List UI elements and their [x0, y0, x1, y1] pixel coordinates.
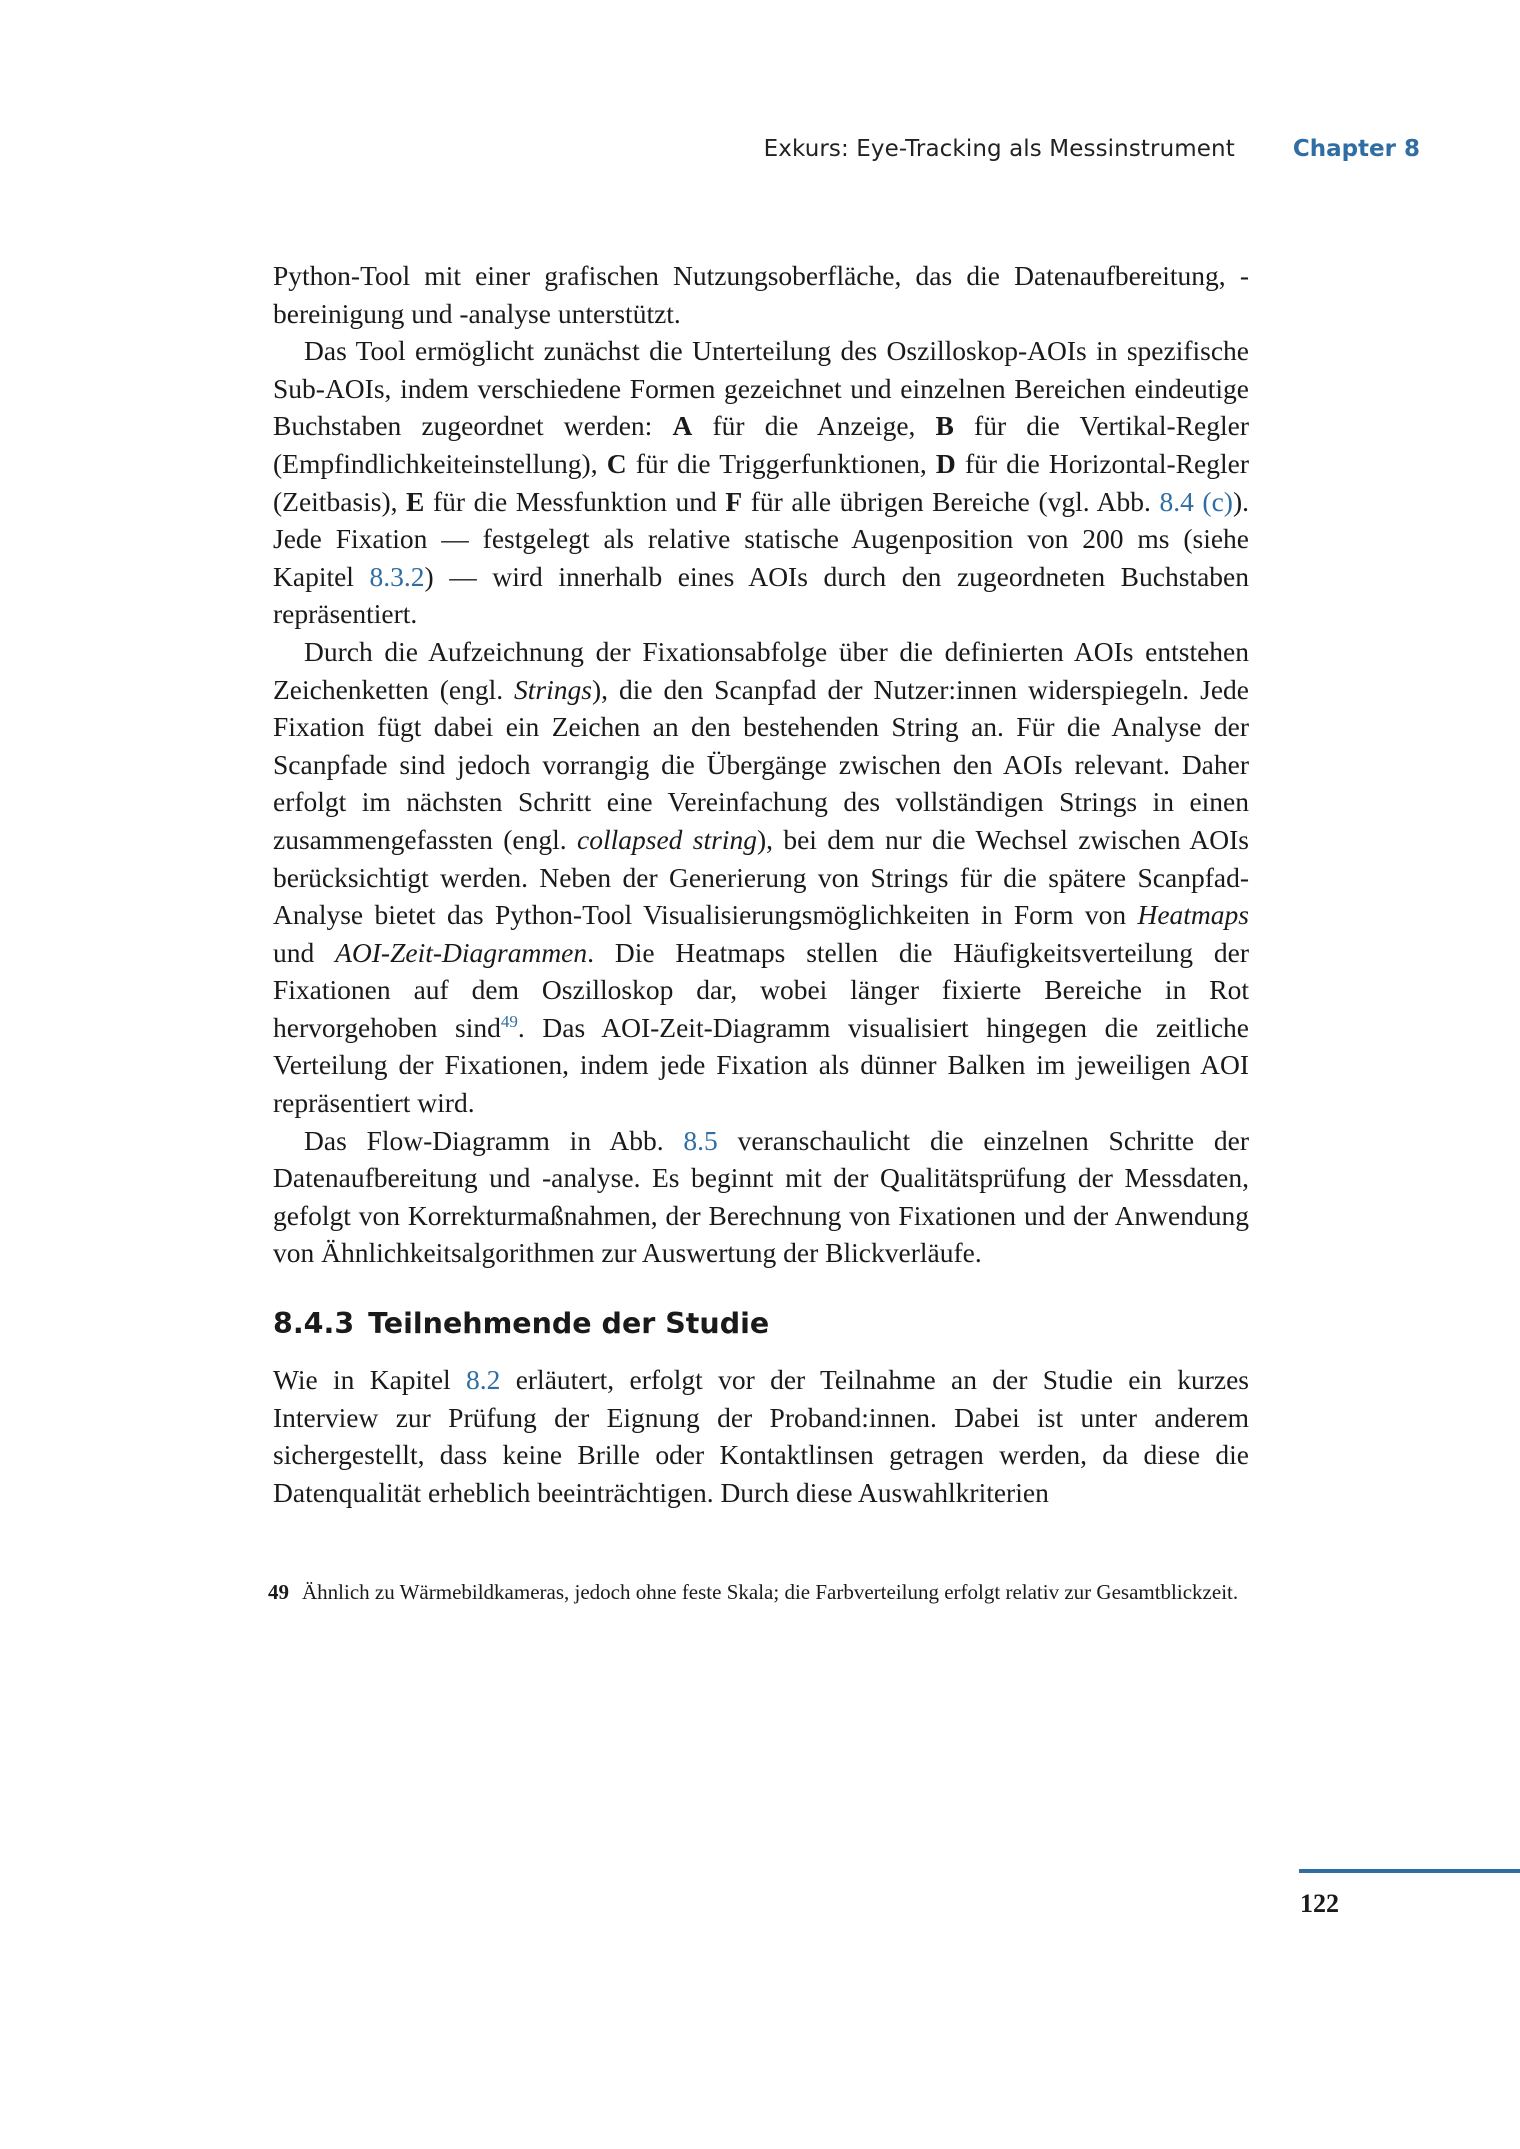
- chapter-label: Chapter 8: [1292, 136, 1420, 162]
- italic-term: AOI-Zeit-Diagrammen: [335, 936, 588, 968]
- aoi-letter-c: C: [606, 447, 627, 479]
- text-run: für die Anzeige,: [692, 410, 936, 442]
- footer-rule: [1299, 1869, 1520, 1873]
- paragraph-1-text: Python-Tool mit einer grafischen Nutzungsoberfläche, das die Datenaufbereitung, -bereinigung und -analyse unterstützt.: [273, 260, 1249, 329]
- text-run: ) — wird innerhalb eines AOIs durch den zugeordneten Buchstaben repräsentiert.: [273, 560, 1249, 630]
- section-heading: [273, 1306, 1249, 1342]
- text-run: für die Messfunktion und: [424, 485, 726, 517]
- running-header: [700, 136, 1420, 162]
- page-number: 122: [1300, 1889, 1339, 1918]
- text-run: und: [273, 936, 336, 968]
- text-run: . Die Heatmaps stellen die Häufigkeitsverteilung der Fixationen auf dem Oszilloskop dar, wobei länger fixierte Bereiche in Rot hervorgehoben sind: [273, 936, 1250, 1043]
- text-run: Das Tool ermöglicht zunächst die Unterteilung des Oszilloskop-AOIs in spezifische Sub-AOIs, indem verschiedene Formen gezeichnet und einzelnen Bereichen eindeutige Buchstaben zugeordnet werden:: [273, 335, 1249, 442]
- text-run: für die Triggerfunktionen,: [626, 447, 936, 479]
- paragraph-4: [273, 1122, 1249, 1272]
- text-run: ), bei dem nur die Wechsel zwischen AOIs berücksichtigt werden. Neben der Generierung von Strings für die spätere Scanpfad-Analyse bietet das Python-Tool Visualisierungsmöglichkeiten in Form von: [273, 823, 1249, 931]
- body-text: [273, 257, 1249, 1511]
- running-title: Exkurs: Eye-Tracking als Messinstrument: [763, 136, 1235, 162]
- section-number: 8.4.3: [273, 1307, 355, 1341]
- italic-term: Heatmaps: [1137, 899, 1249, 931]
- footnote-number: 49: [268, 1580, 289, 1604]
- figure-reference-link[interactable]: 8.4 (c): [1159, 485, 1233, 517]
- aoi-letter-f: F: [725, 485, 743, 517]
- aoi-letter-d: D: [935, 447, 956, 479]
- footnote: [268, 1577, 1252, 1608]
- text-run: ). Jede Fixation — festgelegt als relative statische Augenposition von 200 ms (siehe Kapitel: [273, 485, 1249, 592]
- text-run: Das Flow-Diagramm in Abb.: [304, 1124, 684, 1156]
- text-run: erläutert, erfolgt vor der Teilnahme an der Studie ein kurzes Interview zur Prüfung der Eignung der Proband:innen. Dabei ist unter anderem sichergestellt, dass keine Brille oder Kontaktlinsen getragen werden, da diese die Datenqualität erheblich beeinträchtigen. Durch diese Auswahlkriterien: [273, 1364, 1249, 1508]
- text-run: für die Vertikal-Regler (Empfindlichkeiteinstellung),: [273, 410, 1249, 479]
- text-run: ), die den Scanpfad der Nutzer:innen widerspiegeln. Jede Fixation fügt dabei ein Zeichen an den bestehenden String an. Für die Analyse der Scanpfade sind jedoch vorrangig die Übergänge zwischen den AOIs relevant. Daher erfolgt im nächsten Schritt eine Vereinfachung des vollständigen Strings in einen zusammengefassten (engl.: [273, 673, 1249, 855]
- text-run: für alle übrigen Bereiche (vgl. Abb.: [742, 485, 1160, 517]
- text-run: für die Horizontal-Regler (Zeitbasis),: [273, 447, 1249, 517]
- footnote-text: Ähnlich zu Wärmebildkameras, jedoch ohne feste Skala; die Farbverteilung erfolgt relativ zur Gesamtblickzeit.: [302, 1580, 1239, 1604]
- text-run: Wie in Kapitel: [273, 1364, 466, 1396]
- section-title: Teilnehmende der Studie: [368, 1307, 770, 1341]
- section-reference-link[interactable]: 8.2: [466, 1364, 501, 1396]
- text-run: . Das AOI-Zeit-Diagramm visualisiert hingegen die zeitliche Verteilung der Fixationen, indem jede Fixation als dünner Balken im jeweiligen AOI repräsentiert wird.: [273, 1011, 1249, 1119]
- text-run: Durch die Aufzeichnung der Fixationsabfolge über die definierten AOIs entstehen Zeichenketten (engl.: [273, 635, 1249, 705]
- aoi-letter-a: A: [672, 410, 693, 442]
- italic-term: collapsed string: [577, 823, 757, 855]
- text-run: veranschaulicht die einzelnen Schritte der Datenaufbereitung und -analyse. Es beginnt mit der Qualitätsprüfung der Messdaten, gefolgt von Korrekturmaßnahmen, der Berechnung von Fixationen und der Anwendung von Ähnlichkeitsalgorithmen zur Auswertung der Blickverläufe.: [273, 1124, 1249, 1269]
- aoi-letter-b: B: [935, 410, 954, 442]
- paragraph-2: [273, 332, 1249, 633]
- figure-reference-link[interactable]: 8.5: [683, 1124, 718, 1156]
- paragraph-3: [273, 633, 1249, 1122]
- paragraph-1: [273, 257, 1249, 332]
- aoi-letter-e: E: [406, 485, 425, 517]
- italic-term: Strings: [514, 673, 592, 705]
- section-reference-link[interactable]: 8.3.2: [369, 560, 425, 592]
- paragraph-5: [273, 1361, 1249, 1511]
- footnote-marker-link[interactable]: 49: [500, 1011, 518, 1031]
